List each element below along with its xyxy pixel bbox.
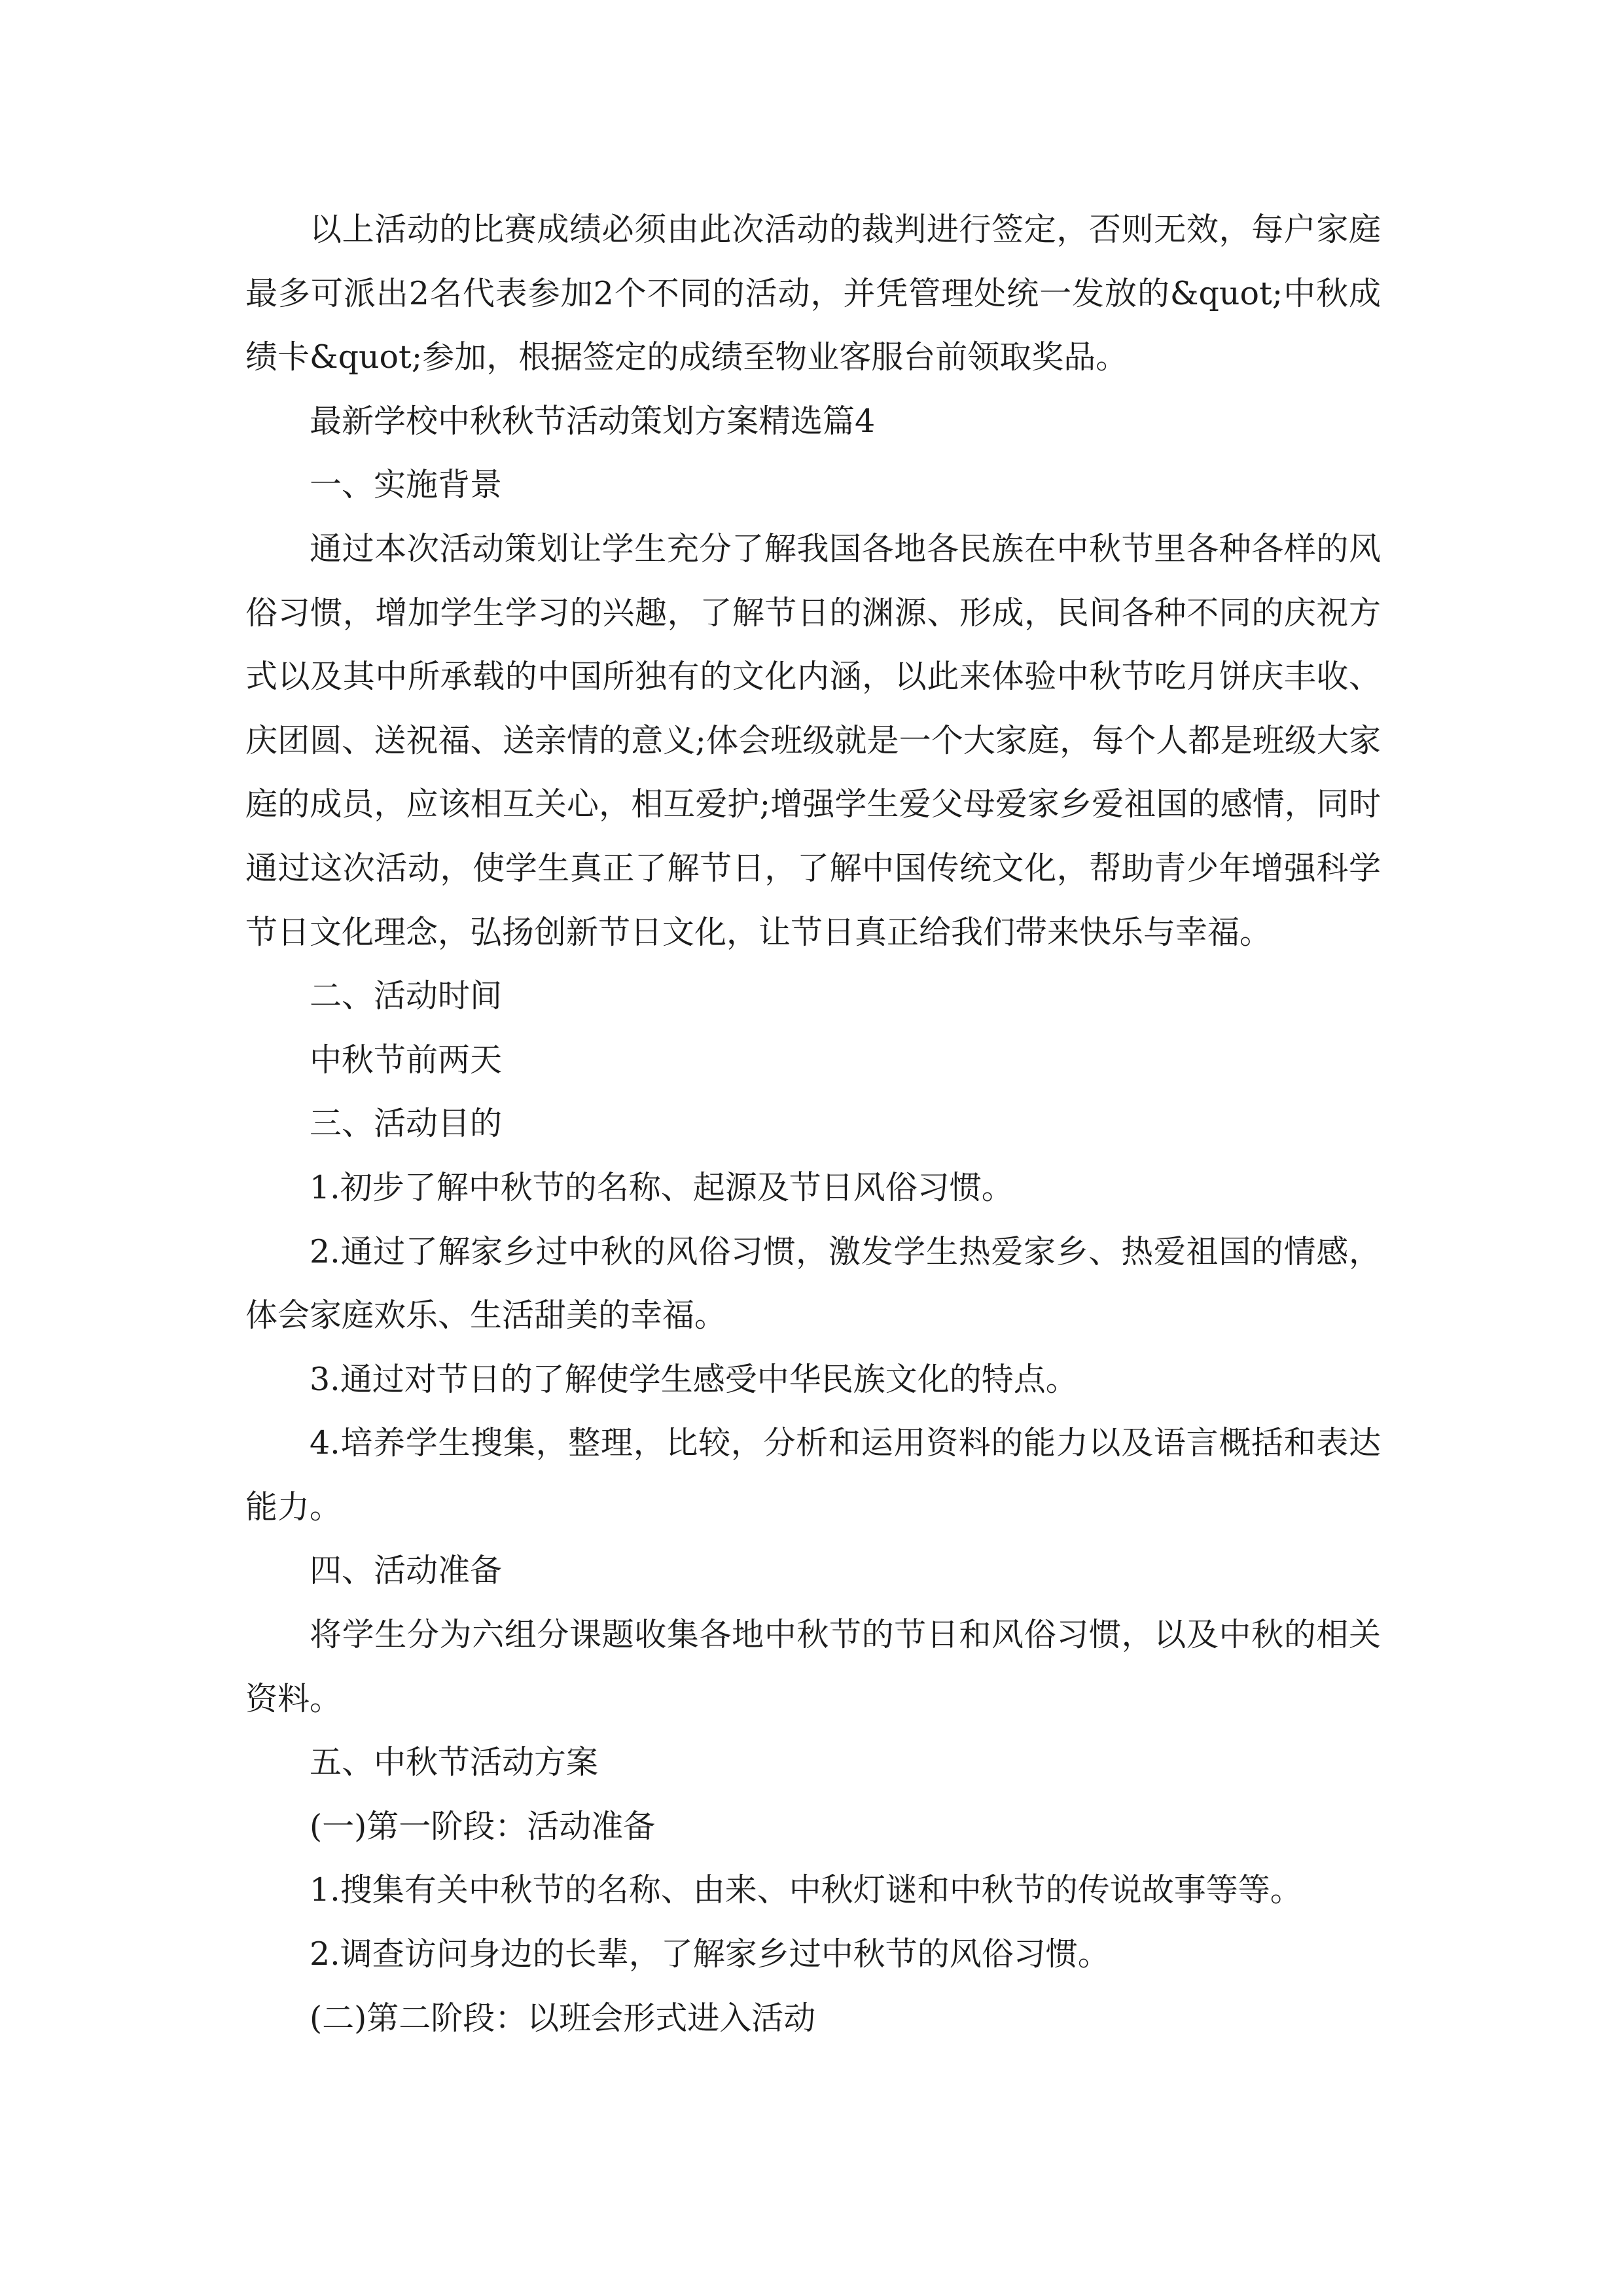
list-item: 4.培养学生搜集，整理，比较，分析和运用资料的能力以及语言概括和表达能力。 [245, 1424, 1381, 1526]
document-body [245, 198, 1381, 2050]
subheading-stage-one: (一)第一阶段：活动准备 [310, 1807, 656, 1845]
paragraph-background: 通过本次活动策划让学生充分了解我国各地各民族在中秋节里各种各样的风俗习惯，增加学生学习的兴趣，了解节日的渊源、形成，民间各种不同的庆祝方式以及其中所承载的中国所独有的文化内涵，以此来体验中秋节吃月饼庆丰收、庆团圆、送祝福、送亲情的意义;体会班级就是一个大家庭，每个人都是班级大家庭的成员，应该相互关心，相互爱护;增强学生爱父母爱家乡爱祖国的感情，同时通过这次活动，使学生真正了解节日，了解中国传统文化，帮助青少年增强科学节日文化理念，弘扬创新节日文化，让节日真正给我们带来快乐与幸福。 [245, 529, 1381, 951]
heading-background: 一、实施背景 [310, 466, 503, 504]
heading-plan: 五、中秋节活动方案 [310, 1744, 599, 1782]
list-item: 3.通过对节日的了解使学生感受中华民族文化的特点。 [310, 1360, 1078, 1398]
list-item: 2.调查访问身边的长辈，了解家乡过中秋节的风俗习惯。 [310, 1935, 1110, 1973]
subheading-stage-two: (二)第二阶段：以班会形式进入活动 [310, 1999, 816, 2037]
paragraph-preparation: 将学生分为六组分课题收集各地中秋节的节日和风俗习惯，以及中秋的相关资料。 [245, 1616, 1381, 1717]
list-item: 1.搜集有关中秋节的名称、由来、中秋灯谜和中秋节的传说故事等等。 [310, 1871, 1302, 1909]
section-title: 最新学校中秋秋节活动策划方案精选篇4 [310, 402, 876, 440]
heading-purpose: 三、活动目的 [310, 1105, 503, 1143]
list-item: 1.初步了解中秋节的名称、起源及节日风俗习惯。 [310, 1168, 1014, 1206]
paragraph-time: 中秋节前两天 [310, 1041, 503, 1079]
heading-time: 二、活动时间 [310, 977, 503, 1015]
heading-preparation: 四、活动准备 [310, 1552, 503, 1590]
list-item: 2.通过了解家乡过中秋的风俗习惯，激发学生热爱家乡、热爱祖国的情感，体会家庭欢乐、生活甜美的幸福。 [245, 1232, 1381, 1335]
paragraph-score-rules: 以上活动的比赛成绩必须由此次活动的裁判进行签定，否则无效，每户家庭最多可派出2名代表参加2个不同的活动，并凭管理处统一发放的&quot;中秋成绩卡&quot;参加，根据签定的成绩至物业客服台前领取奖品。 [245, 211, 1381, 376]
